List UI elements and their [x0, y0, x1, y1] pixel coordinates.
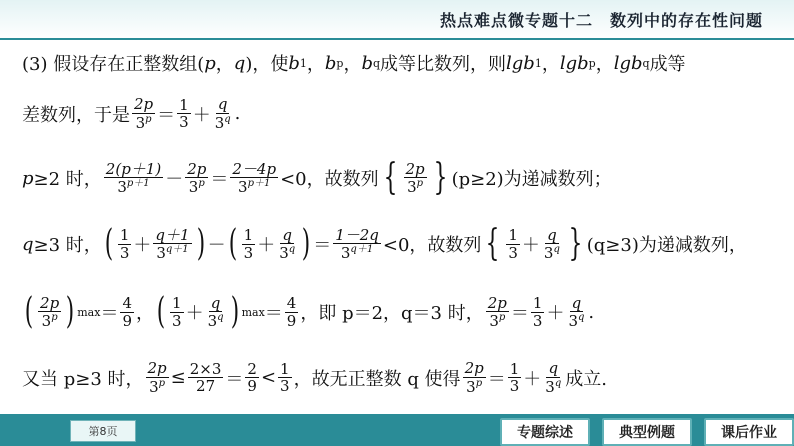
fraction: $\frac{q+1}{3^{q+1}}$: [155, 225, 190, 262]
fraction: $\frac{q}{3^q}$: [545, 359, 562, 396]
fraction: $\frac{1}{3}$: [280, 359, 290, 395]
right-brace: }: [433, 157, 447, 198]
examples-button[interactable]: 典型例题: [602, 418, 692, 446]
fraction: $\frac{2p}{3^p}$: [405, 159, 425, 196]
fraction: $\frac{2\times 3}{27}$: [189, 359, 222, 395]
content-line-1: (3) 假设存在正整数组( p ， q )，使 b 1 ， b p ， b q 成等比数列，则 lgb 1 ， lgb p ， lgb q 成等: [22, 52, 686, 75]
content-line-6: 又当 p≥3 时， $\frac{2p}{3^p}$ ≤ $\frac{2\times 3}{27}$ ＝ $\frac{2}{9}$ < $\frac{1}{3}$ ，故无正整数 q 使得 $\frac{2p}{3^p}$ ＝ $\frac{1}{3}$ ＋ $\frac{q}{3^q}$ 成立.: [22, 359, 607, 396]
fraction: $\frac{4}{9}$: [286, 294, 297, 330]
header-divider: [0, 38, 794, 40]
fraction: $\frac{2p}{3^p}$: [40, 293, 60, 330]
fraction: $\frac{1}{3}$: [509, 359, 520, 395]
left-brace: {: [383, 157, 397, 198]
fraction: $\frac{2p}{3^p}$: [187, 159, 207, 196]
fraction: $\frac{1}{3}$: [508, 226, 518, 262]
fraction: $\frac{1}{3}$: [179, 95, 189, 131]
fraction: $\frac{2(p+1)}{3^{p+1}}$: [105, 159, 162, 196]
fraction: $\frac{q}{3^q}$: [543, 225, 560, 262]
fraction: $\frac{1}{3}$: [532, 294, 543, 330]
content-line-3: p ≥2 时， $\frac{2(p+1)}{3^{p+1}}$ － $\frac{2p}{3^p}$ ＝ $\frac{2-4p}{3^{p+1}}$ <0，故数列 { $\frac{2p}{3^p}$ } (p≥2)为递减数列；: [22, 157, 612, 198]
right-paren: ): [301, 223, 311, 264]
right-paren: ): [230, 291, 239, 332]
content-line-5: ( $\frac{2p}{3^p}$ ) max ＝ $\frac{4}{9}$ ， ( $\frac{1}{3}$ ＋ $\frac{q}{3^q}$ ) max ＝ $\frac{4}{9}$ ，即 p＝2，q＝3 时， $\frac{2p}{3^p}$ ＝ $\frac{1}{3}$ ＋ $\frac{q}{3^q}$ .: [24, 291, 595, 332]
left-paren: (: [228, 223, 237, 264]
right-paren: ): [196, 223, 205, 264]
fraction: $\frac{q}{3^q}$: [214, 95, 231, 132]
left-paren: (: [104, 223, 114, 264]
fraction: $\frac{q}{3^q}$: [568, 293, 585, 330]
fraction: $\frac{q}{3^q}$: [279, 225, 296, 262]
content-line-2: 差数列，于是 $\frac{2p}{3^p}$ ＝ $\frac{1}{3}$ ＋ $\frac{q}{3^q}$ .: [22, 95, 241, 132]
fraction: $\frac{2p}{3^p}$: [147, 359, 167, 396]
content-line-4: q ≥3 时， ( $\frac{1}{3}$ ＋ $\frac{q+1}{3^{q+1}}$ ) － ( $\frac{1}{3}$ ＋ $\frac{q}{3^q}$ ) ＝ $\frac{1-2q}{3^{q+1}}$ <0，故数列 { $\frac{1}{3}$ ＋ $\frac{q}{3^q}$ } (q≥3)为递减数列，: [22, 223, 747, 264]
homework-button[interactable]: 课后作业: [704, 418, 794, 446]
fraction: $\frac{1}{3}$: [243, 226, 254, 262]
left-paren: (: [24, 291, 34, 332]
left-brace: {: [486, 223, 500, 264]
fraction: $\frac{2}{9}$: [247, 359, 257, 395]
fraction: $\frac{2-4p}{3^{p+1}}$: [232, 159, 277, 196]
fraction: $\frac{4}{9}$: [122, 294, 132, 330]
right-paren: ): [66, 291, 75, 332]
page-number: 第8页: [70, 420, 136, 442]
overview-button[interactable]: 专题综述: [500, 418, 590, 446]
fraction: $\frac{2p}{3^p}$: [464, 359, 484, 396]
fraction: $\frac{1}{3}$: [119, 226, 130, 262]
fraction: $\frac{1}{3}$: [172, 294, 182, 330]
fraction: $\frac{2p}{3^p}$: [134, 95, 154, 132]
fraction: $\frac{2p}{3^p}$: [487, 293, 507, 330]
page-title: 热点难点微专题十二 数列中的存在性问题: [440, 11, 764, 30]
fraction: $\frac{q}{3^q}$: [207, 293, 224, 330]
fraction: $\frac{1-2q}{3^{q+1}}$: [335, 225, 379, 262]
left-paren: (: [156, 291, 166, 332]
right-brace: }: [568, 223, 583, 264]
